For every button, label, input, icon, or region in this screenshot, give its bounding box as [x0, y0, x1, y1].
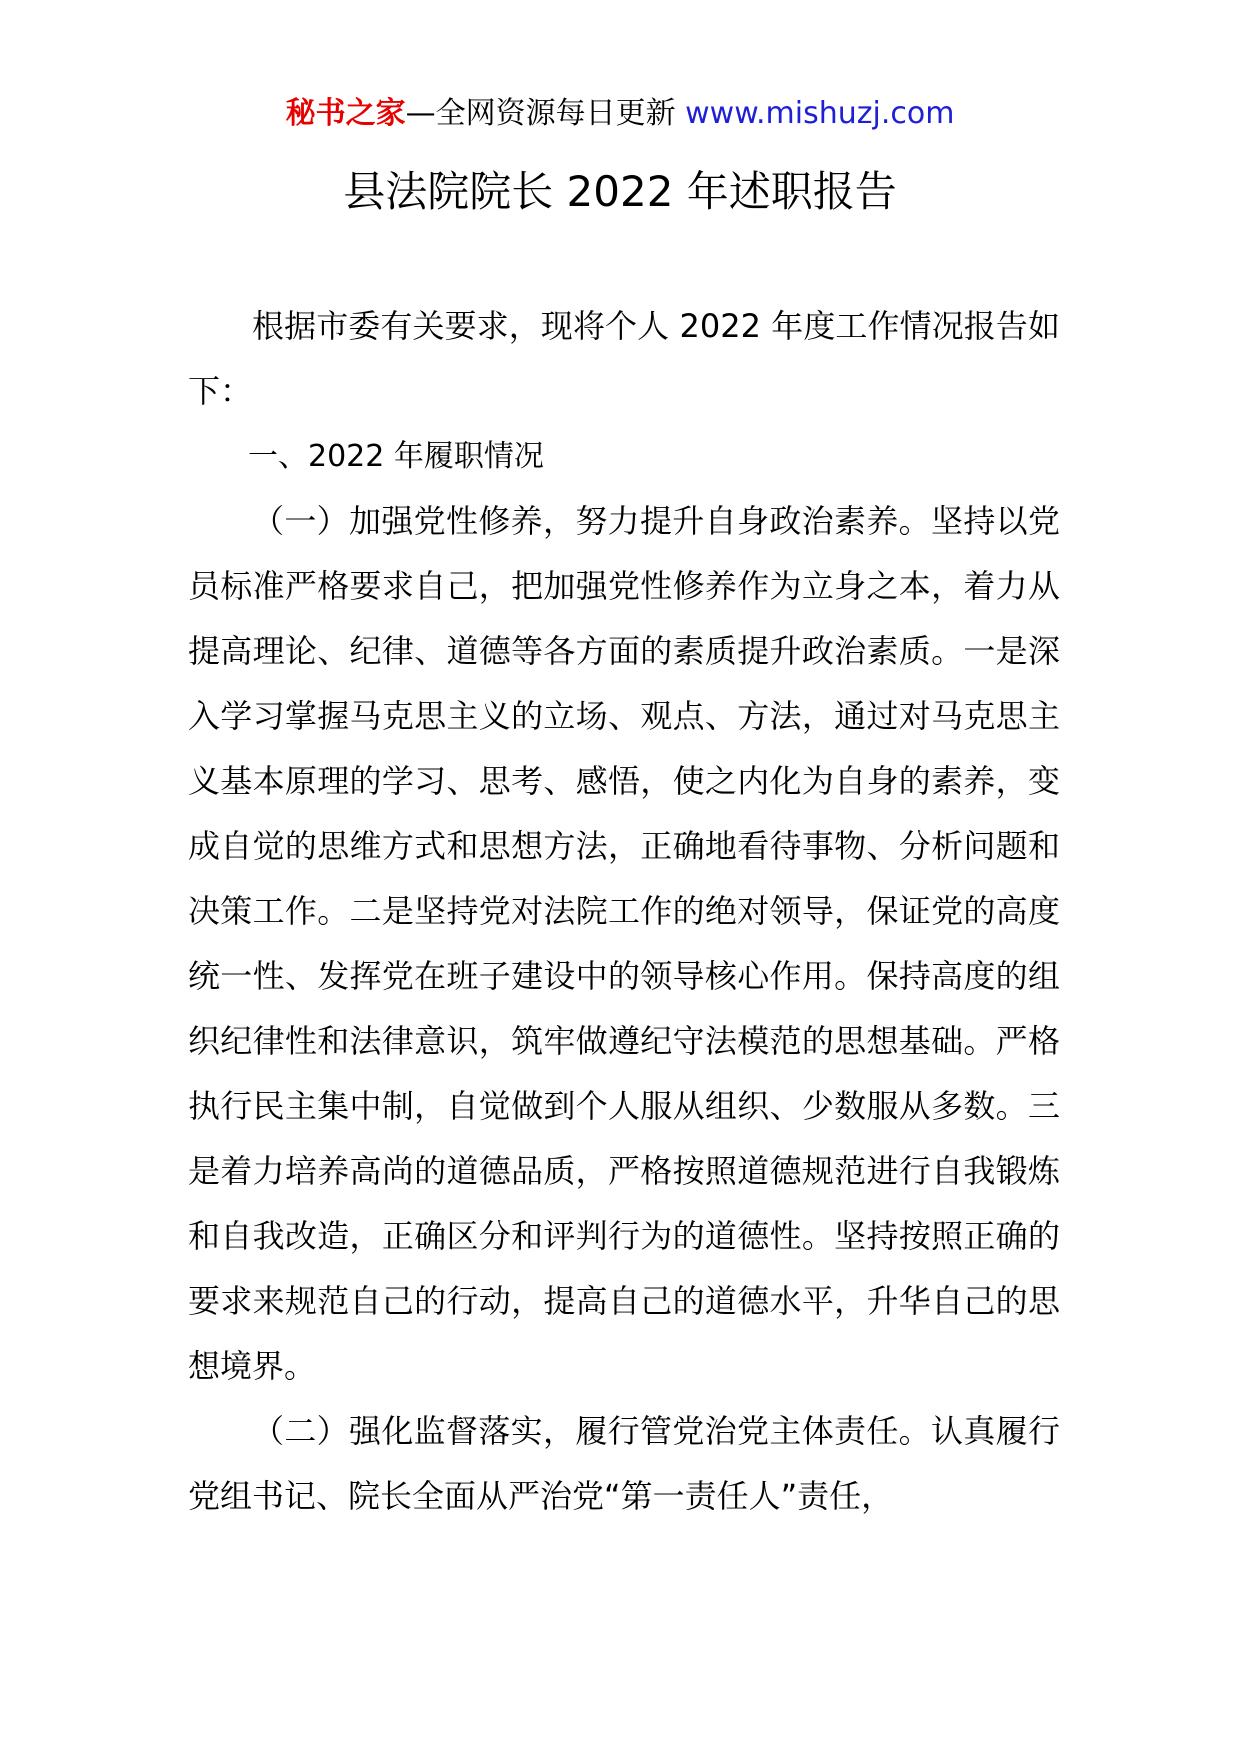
document-title: 县法院院长 2022 年述职报告: [343, 167, 897, 216]
document-body: [188, 294, 1060, 1529]
brand-name: 秘书之家: [285, 96, 406, 131]
intro-paragraph: 根据市委有关要求，现将个人 2022 年度工作情况报告如下：: [188, 307, 1060, 410]
body-paragraph: （二）强化监督落实，履行管党治党主体责任。认真履行党组书记、院长全面从严治党“第一责任人”责任，: [188, 1412, 1060, 1515]
body-paragraph: （一）加强党性修养，努力提升自身政治素养。坚持以党员标准严格要求自己，把加强党性修养作为立身之本，着力从提高理论、纪律、道德等各方面的素质提升政治素质。一是深入学习掌握马克思主义的立场、观点、方法，通过对马克思主义基本原理的学习、思考、感悟，使之内化为自身的素养，变成自觉的思维方式和思想方法，正确地看待事物、分析问题和决策工作。二是坚持党对法院工作的绝对领导，保证党的高度统一性、发挥党在班子建设中的领导核心作用。保持高度的组织纪律性和法律意识，筑牢做遵纪守法模范的思想基础。严格执行民主集中制，自觉做到个人服从组织、少数服从多数。三是着力培养高尚的道德品质，严格按照道德规范进行自我锻炼和自我改造，正确区分和评判行为的道德性。坚持按照正确的要求来规范自己的行动，提高自己的道德水平，升华自己的思想境界。: [188, 502, 1060, 1385]
site-banner: [0, 94, 1240, 134]
section-heading: 一、2022 年履职情况: [248, 439, 544, 474]
banner-tagline: —全网资源每日更新: [405, 96, 686, 131]
site-url-link[interactable]: www.mishuzj.com: [685, 96, 955, 131]
